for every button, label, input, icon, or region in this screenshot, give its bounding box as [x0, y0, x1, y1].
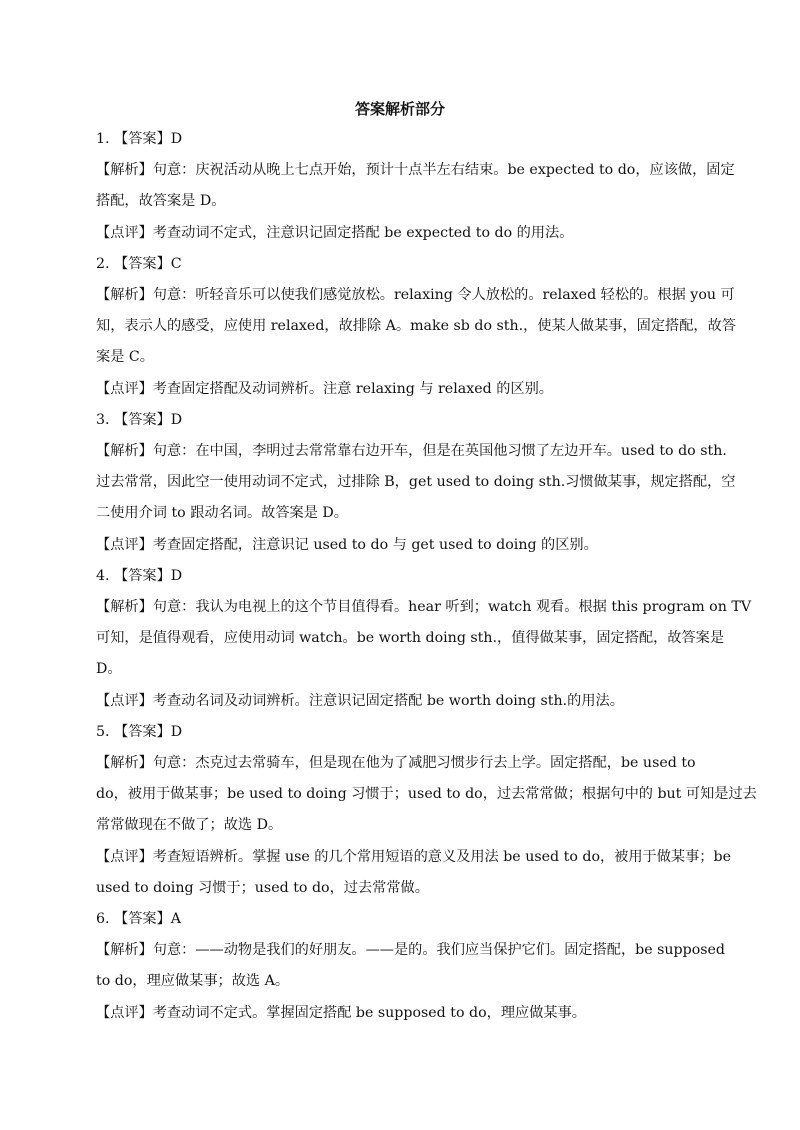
answer-list [96, 124, 757, 1029]
explanation-line: 【解析】句意：在中国，李明过去常常靠右边开车，但是在英国他习惯了左边开车。used to do sth. [96, 443, 727, 460]
answer-line: 4. 【答案】D [96, 567, 183, 584]
explanation-line: 【解析】句意：听轻音乐可以使我们感觉放松。relaxing 令人放松的。relaxed 轻松的。根据 you 可 [96, 287, 735, 304]
comment-line: 【点评】考查固定搭配，注意识记 used to do 与 get used to doing 的区别。 [96, 536, 598, 553]
explanation-line: do，被用于做某事；be used to doing 习惯于；used to do，过去常常做；根据句中的 but 可知是过去 [96, 786, 757, 803]
explanation-line: 知，表示人的感受，应使用 relaxed，故排除 A。make sb do sth.，使某人做某事，固定搭配，故答 [96, 318, 736, 335]
explanation-line: 【解析】句意：——动物是我们的好朋友。——是的。我们应当保护它们。固定搭配，be supposed [96, 942, 725, 959]
answer-line: 1. 【答案】D [96, 131, 183, 147]
explanation-line: 【解析】句意：杰克过去常骑车，但是现在他为了减肥习惯步行去上学。固定搭配，be used to [96, 755, 696, 772]
answer-line: 2. 【答案】C [96, 255, 182, 272]
comment-line: 【点评】考查动词不定式。掌握固定搭配 be supposed to do，理应做某事。 [96, 1004, 586, 1021]
explanation-line: to do，理应做某事；故选 A。 [96, 973, 290, 990]
explanation-line: D。 [96, 661, 122, 678]
explanation-line: 案是 C。 [96, 349, 154, 366]
comment-line: 【点评】考查固定搭配及动词辨析。注意 relaxing 与 relaxed 的区别。 [96, 380, 553, 397]
answer-line: 5. 【答案】D [96, 723, 183, 740]
explanation-line: 二使用介词 to 跟动名词。故答案是 D。 [96, 505, 348, 522]
explanation-line: 【解析】句意：庆祝活动从晚上七点开始，预计十点半左右结束。be expected to do，应该做，固定 [96, 162, 735, 179]
page-title: 答案解析部分 [354, 100, 445, 118]
comment-line: 【点评】考查短语辨析。掌握 use 的几个常用短语的意义及用法 be used to do，被用于做某事；be [96, 848, 731, 865]
comment-line: 【点评】考查动名词及动词辨析。注意识记固定搭配 be worth doing sth.的用法。 [96, 692, 624, 709]
answer-line: 3. 【答案】D [96, 411, 183, 428]
explanation-line: 【解析】句意：我认为电视上的这个节目值得看。hear 听到；watch 观看。根据 this program on TV [96, 599, 752, 616]
explanation-line: 过去常常，因此空一使用动词不定式，过排除 B，get used to doing sth.习惯做某事，规定搭配，空 [96, 474, 736, 491]
comment-line: used to doing 习惯于；used to do，过去常常做。 [96, 879, 429, 896]
answer-line: 6. 【答案】A [96, 911, 182, 928]
explanation-line: 常常做现在不做了；故选 D。 [96, 817, 283, 834]
explanation-line: 可知，是值得观看，应使用动词 watch。be worth doing sth.，值得做某事，固定搭配，故答案是 [96, 630, 725, 647]
explanation-line: 搭配，故答案是 D。 [96, 193, 226, 210]
comment-line: 【点评】考查动词不定式，注意识记固定搭配 be expected to do 的用法。 [96, 224, 574, 241]
